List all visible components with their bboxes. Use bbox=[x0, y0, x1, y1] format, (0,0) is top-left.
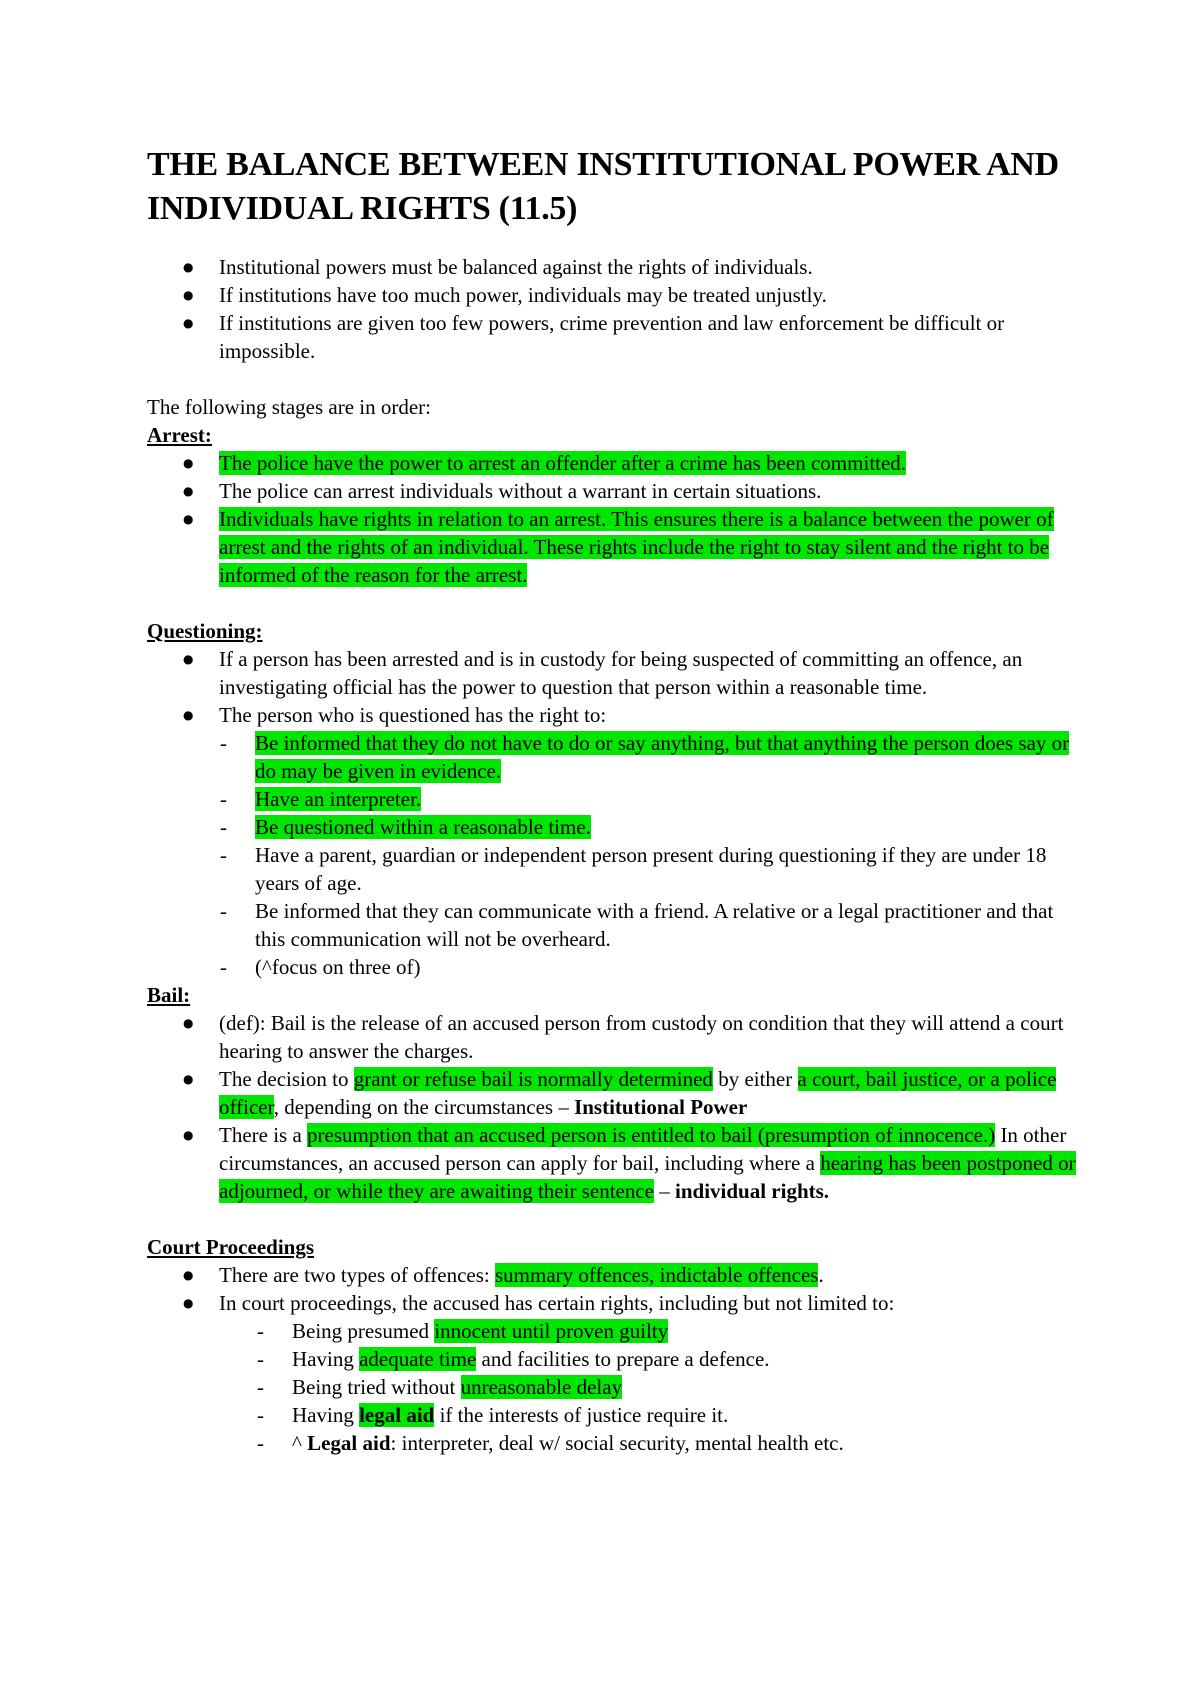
list-item: ● If institutions have too much power, individuals may be treated unjustly. bbox=[147, 281, 1077, 309]
text-segment: Being presumed bbox=[292, 1319, 435, 1343]
highlighted-text: presumption that an accused person is entitled to bail (presumption of innocence.) bbox=[307, 1123, 996, 1147]
text-segment: The decision to bbox=[219, 1067, 354, 1091]
list-item bbox=[147, 1401, 1077, 1429]
text-segment: Being tried without bbox=[292, 1375, 461, 1399]
list-item bbox=[147, 729, 1077, 785]
page-title: THE BALANCE BETWEEN INSTITUTIONAL POWER AND INDIVIDUAL RIGHTS (11.5) bbox=[147, 146, 1059, 227]
text-segment: . bbox=[818, 1263, 824, 1287]
court-rights-list bbox=[147, 1317, 1077, 1457]
list-item bbox=[147, 1065, 1077, 1121]
text-segment: , depending on the circumstances – bbox=[273, 1095, 575, 1119]
stages-intro: The following stages are in order: bbox=[147, 395, 431, 419]
highlighted-text: a court, bail justice, or a police officer bbox=[219, 1067, 1057, 1119]
highlighted-text: summary offences, indictable offences bbox=[495, 1263, 819, 1287]
list-item: - (^focus on three of) bbox=[147, 953, 1077, 981]
highlighted-text: Be questioned within a reasonable time. bbox=[255, 815, 591, 839]
text-segment: and facilities to prepare a defence. bbox=[476, 1347, 770, 1371]
text-segment: Having bbox=[292, 1347, 360, 1371]
list-item: ● If a person has been arrested and is in custody for being suspected of committing an offence, an investigating official has the power to question that person within a reasonable time. bbox=[147, 645, 1077, 701]
list-item bbox=[147, 1121, 1077, 1205]
section-heading-bail: Bail: bbox=[147, 983, 191, 1007]
highlighted-text: unreasonable delay bbox=[460, 1375, 623, 1399]
court-list bbox=[147, 1261, 1077, 1317]
text-segment: In other circumstances, an accused person can apply for bail, including where a bbox=[219, 1123, 1067, 1175]
questioning-rights-list bbox=[147, 729, 1077, 981]
list-item: ● The police can arrest individuals without a warrant in certain situations. bbox=[147, 477, 1077, 505]
text-segment: Having bbox=[292, 1403, 360, 1427]
list-item bbox=[147, 1261, 1077, 1289]
list-item bbox=[147, 449, 1077, 477]
arrest-list bbox=[147, 449, 1077, 589]
section-heading-questioning: Questioning: bbox=[147, 619, 263, 643]
list-item: - Have a parent, guardian or independent person present during questioning if they are under 18 years of age. bbox=[147, 841, 1077, 897]
highlighted-text: The police have the power to arrest an offender after a crime has been committed. bbox=[219, 451, 907, 475]
list-item bbox=[147, 505, 1077, 589]
highlighted-bold-text: legal aid bbox=[359, 1403, 435, 1427]
bold-text: individual rights. bbox=[675, 1179, 830, 1203]
list-item: ● The person who is questioned has the right to: bbox=[147, 701, 1077, 729]
section-heading-arrest: Arrest: bbox=[147, 423, 212, 447]
text-segment: There is a bbox=[219, 1123, 308, 1147]
list-item: ● Institutional powers must be balanced against the rights of individuals. bbox=[147, 253, 1077, 281]
list-item: ● If institutions are given too few powers, crime prevention and law enforcement be difficult or impossible. bbox=[147, 309, 1077, 365]
highlighted-text: Be informed that they do not have to do or say anything, but that anything the person does say or do may be given in evidence. bbox=[255, 731, 1070, 783]
questioning-list bbox=[147, 645, 1077, 729]
text-segment: by either bbox=[712, 1067, 798, 1091]
document-body bbox=[147, 143, 1077, 1457]
text-segment: if the interests of justice require it. bbox=[434, 1403, 729, 1427]
text-segment: : interpreter, deal w/ social security, mental health etc. bbox=[390, 1431, 844, 1455]
list-item bbox=[147, 785, 1077, 813]
highlighted-text: Have an interpreter. bbox=[255, 787, 422, 811]
list-item: ● In court proceedings, the accused has certain rights, including but not limited to: bbox=[147, 1289, 1077, 1317]
bail-list bbox=[147, 1009, 1077, 1205]
text-segment: ^ bbox=[292, 1431, 308, 1455]
highlighted-text: innocent until proven guilty bbox=[434, 1319, 669, 1343]
text-segment: – bbox=[654, 1179, 675, 1203]
highlighted-text: grant or refuse bail is normally determined bbox=[353, 1067, 713, 1091]
bold-text: Institutional Power bbox=[574, 1095, 748, 1119]
list-item bbox=[147, 1373, 1077, 1401]
highlighted-text: Individuals have rights in relation to an arrest. This ensures there is a balance between the power of arrest and the rights of an individual. These rights include the right to stay silent and the right to be informed of the reason for the arrest. bbox=[219, 507, 1054, 587]
highlighted-text: adequate time bbox=[359, 1347, 477, 1371]
list-item: - Be informed that they can communicate with a friend. A relative or a legal practitioner and that this communication will not be overheard. bbox=[147, 897, 1077, 953]
intro-list bbox=[147, 253, 1077, 365]
bold-text: Legal aid bbox=[307, 1431, 391, 1455]
section-heading-court: Court Proceedings bbox=[147, 1235, 315, 1259]
list-item bbox=[147, 1345, 1077, 1373]
list-item bbox=[147, 1429, 1077, 1457]
list-item bbox=[147, 813, 1077, 841]
list-item: ● (def): Bail is the release of an accused person from custody on condition that they will attend a court hearing to answer the charges. bbox=[147, 1009, 1077, 1065]
list-item bbox=[147, 1317, 1077, 1345]
text-segment: There are two types of offences: bbox=[219, 1263, 495, 1287]
highlighted-text: hearing has been postponed or adjourned, or while they are awaiting their sentence bbox=[219, 1151, 1076, 1203]
